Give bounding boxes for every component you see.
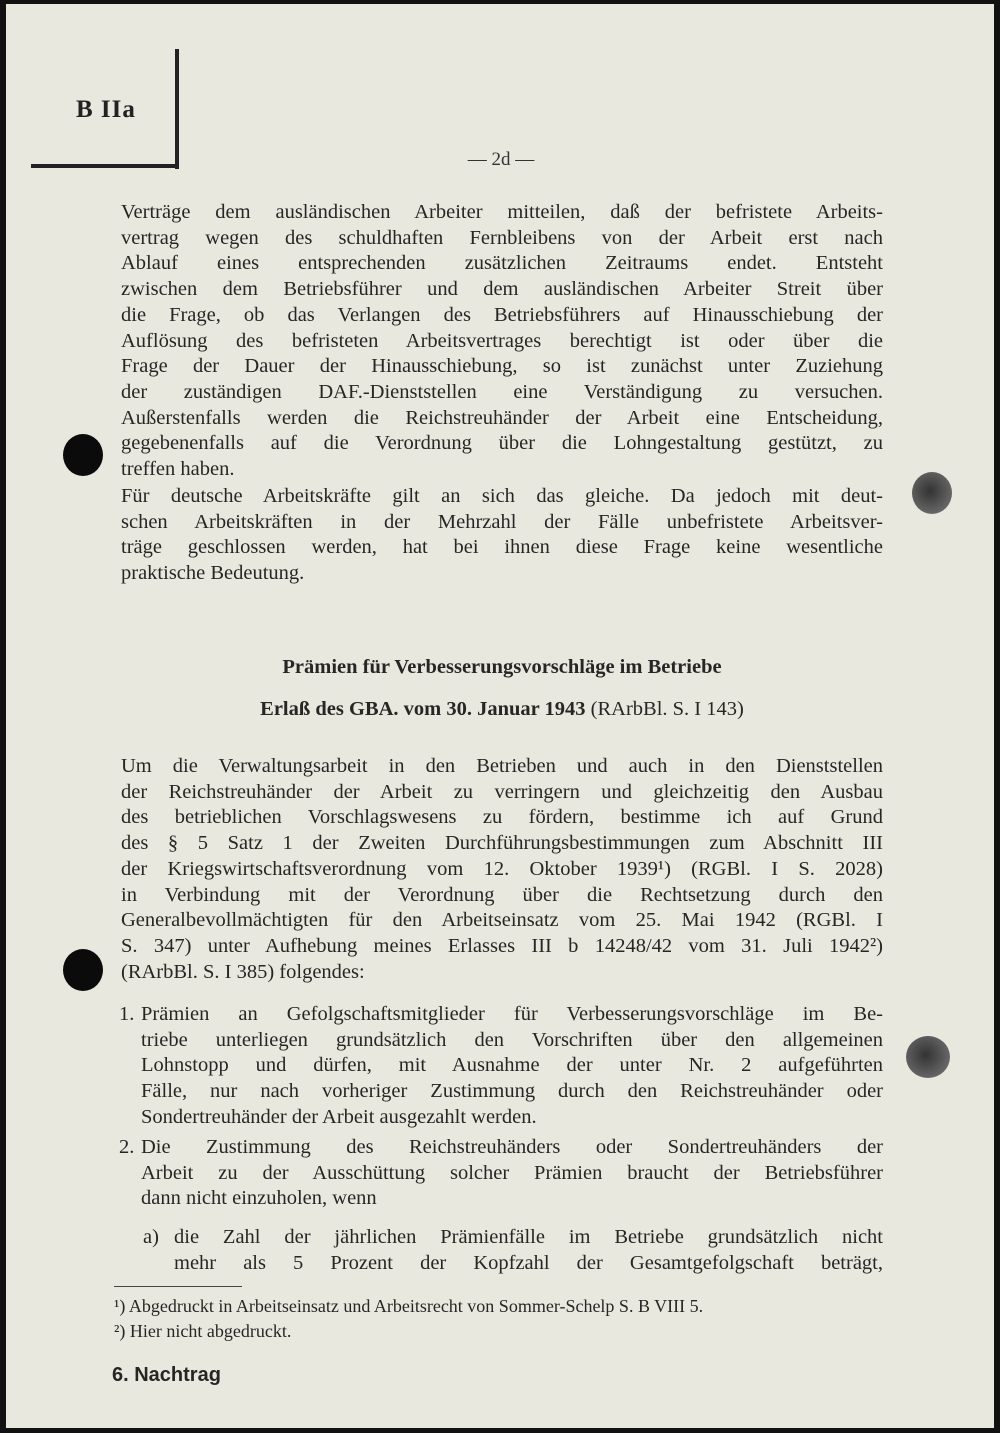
text-line: in Verbindung mit der Verordnung über die Rechtsetzung durch den — [121, 883, 883, 906]
supplement-label: 6. Nachtrag — [112, 1364, 221, 1386]
footnote-rule — [114, 1286, 242, 1287]
text-line: Arbeit zu der Ausschüttung solcher Prämien braucht der Betriebsführer — [141, 1161, 883, 1184]
text-line: Außerstenfalls werden die Reichstreuhänder der Arbeit eine Entscheidung, — [121, 406, 883, 429]
text-line: Für deutsche Arbeitskräfte gilt an sich das gleiche. Da jedoch mit deut- — [121, 485, 883, 507]
text-line: vertrag wegen des schuldhaften Fernbleibens von der Arbeit erst nach — [121, 226, 883, 249]
footnote-1: ¹) Abgedruckt in Arbeitseinsatz und Arbeitsrecht von Sommer-Schelp S. B VIII 5. — [114, 1296, 704, 1316]
text-line: die Zahl der jährlichen Prämienfälle im Betriebe grundsätzlich nicht — [174, 1226, 883, 1248]
text-line: Sondertreuhänder der Arbeit ausgezahlt werden. — [141, 1105, 537, 1128]
text-line: schen Arbeitskräften in der Mehrzahl der Fälle unbefristete Arbeitsver- — [121, 510, 883, 533]
punch-hole-icon — [912, 472, 952, 514]
text-line: Generalbevollmächtigten für den Arbeitseinsatz vom 25. Mai 1942 (RGBl. I — [121, 909, 883, 932]
text-line: des betrieblichen Vorschlagswesens zu fördern, bestimme ich auf Grund — [121, 806, 883, 829]
text-line: Verträge dem ausländischen Arbeiter mitteilen, daß der befristete Arbeits- — [121, 201, 883, 223]
text-line: Um die Verwaltungsarbeit in den Betrieben und auch in den Dienststellen — [121, 755, 883, 777]
document-page — [6, 4, 994, 1428]
header-box-vertical-rule — [175, 49, 179, 169]
text-line: des § 5 Satz 1 der Zweiten Durchführungsbestimmungen zum Abschnitt III — [121, 832, 883, 855]
text-line: gegebenenfalls auf die Verordnung über die Lohngestaltung gestützt, zu — [121, 432, 883, 455]
text-line: der Kriegswirtschaftsverordnung vom 12. Oktober 1939¹) (RGBl. I S. 2028) — [121, 857, 883, 880]
list-marker: a) — [143, 1226, 159, 1248]
punch-hole-icon — [906, 1036, 950, 1078]
list-marker: 1. — [119, 1003, 135, 1025]
decree-reference: (RArbBl. S. I 143) — [590, 698, 744, 720]
decree-title: Erlaß des GBA. vom 30. Januar 1943 — [260, 698, 586, 720]
text-line: dann nicht einzuholen, wenn — [141, 1187, 377, 1210]
text-line: träge geschlossen werden, hat bei ihnen diese Frage keine wesentliche — [121, 536, 883, 559]
section-tag: B IIa — [76, 96, 136, 123]
text-line: Die Zustimmung des Reichstreuhänders oder Sondertreuhänders der — [141, 1136, 883, 1158]
text-line: Ablauf eines entsprechenden zusätzlichen Zeitraums endet. Entsteht — [121, 252, 883, 275]
text-line: Frage der Dauer der Hinausschiebung, so ist zunächst unter Zuziehung — [121, 355, 883, 378]
text-line: triebe unterliegen grundsätzlich den Vorschriften über den allgemeinen — [141, 1028, 883, 1051]
section-subheading — [121, 697, 883, 721]
text-line: der zuständigen DAF.-Dienststellen eine Verständigung zu versuchen. — [121, 380, 883, 403]
page-number: — 2d — — [467, 149, 535, 170]
text-line: zwischen dem Betriebsführer und dem ausländischen Arbeiter Streit über — [121, 278, 883, 301]
section-heading: Prämien für Verbesserungsvorschläge im Betriebe — [282, 656, 722, 678]
header-box-horizontal-rule — [31, 164, 179, 168]
text-line: der Reichstreuhänder der Arbeit zu verringern und gleichzeitig den Ausbau — [121, 780, 883, 803]
punch-hole-icon — [63, 434, 103, 476]
text-line: S. 347) unter Aufhebung meines Erlasses III b 14248/42 vom 31. Juli 1942²) — [121, 934, 883, 957]
text-line: (RArbBl. S. I 385) folgendes: — [121, 960, 365, 983]
text-line: treffen haben. — [121, 458, 235, 480]
list-marker: 2. — [119, 1136, 135, 1158]
footnote-2: ²) Hier nicht abgedruckt. — [114, 1321, 292, 1341]
text-line: mehr als 5 Prozent der Kopfzahl der Gesamtgefolgschaft beträgt, — [174, 1251, 883, 1274]
text-line: Auflösung des befristeten Arbeitsvertrages berechtigt ist oder über die — [121, 329, 883, 352]
text-line: Prämien an Gefolgschaftsmitglieder für Verbesserungsvorschläge im Be- — [141, 1003, 883, 1025]
text-line: die Frage, ob das Verlangen des Betriebsführers auf Hinausschiebung der — [121, 303, 883, 326]
text-line: praktische Bedeutung. — [121, 562, 305, 585]
punch-hole-icon — [63, 949, 103, 991]
text-line: Lohnstopp und dürfen, mit Ausnahme der unter Nr. 2 aufgeführten — [141, 1054, 883, 1077]
text-line: Fälle, nur nach vorheriger Zustimmung durch den Reichstreuhänder oder — [141, 1080, 883, 1103]
